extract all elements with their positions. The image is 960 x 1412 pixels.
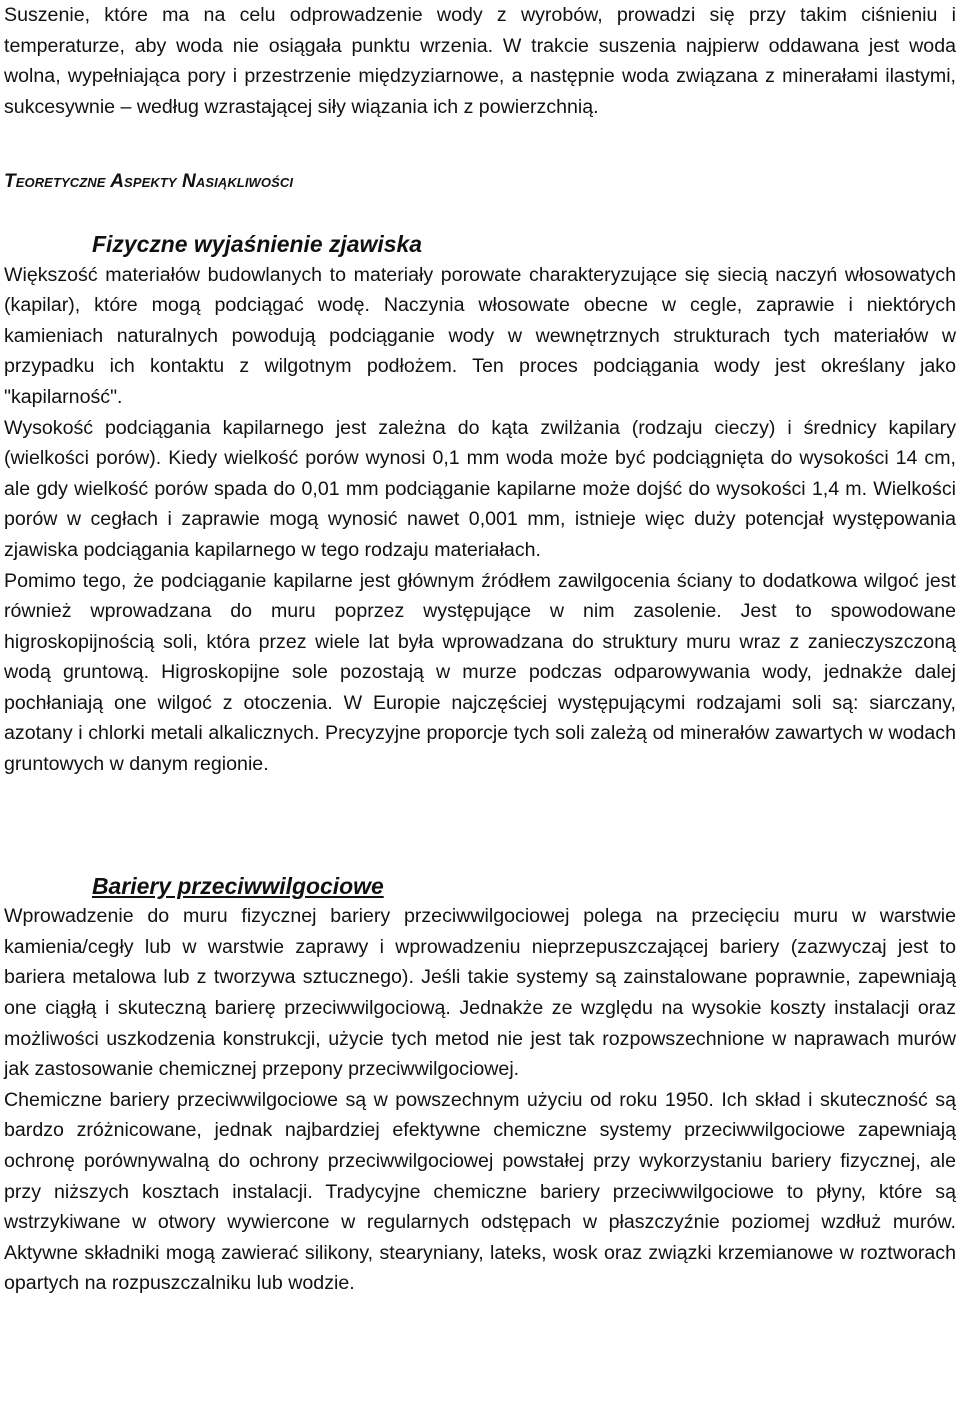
intro-paragraph: Suszenie, które ma na celu odprowadzenie wody z wyrobów, prowadzi się przy takim ciśnieniu i temperaturze, aby woda nie osiągała punktu wrzenia. W trakcie suszenia najpierw oddawana jest woda wolna, wypełniająca pory i przestrzenie międzyziarnowe, a następnie woda związana z minerałami ilastymi, sukcesywnie – według wzrastającej siły wiązania ich z powierzchnią.	[4, 4, 956, 118]
document-page	[4, 0, 956, 1299]
barriers-subtitle: Bariery przeciwwilgociowe	[92, 872, 384, 899]
section-title: Teoretyczne Aspekty Nasiąkliwości	[4, 171, 294, 193]
physics-paragraph-1: Większość materiałów budowlanych to materiały porowate charakteryzujące się siecią naczyń włosowatych (kapilar), które mogą podciągać wodę. Naczynia włosowate obecne w cegle, zaprawie i niektórych kamieniach naturalnych powodują podciąganie wody w wewnętrznych strukturach tych materiałów w przypadku ich kontaktu z wilgotnym podłożem. Ten proces podciągania wody jest określany jako "kapilarność".	[4, 263, 956, 408]
physics-subtitle: Fizyczne wyjaśnienie zjawiska	[92, 230, 422, 257]
barriers-paragraph-2: Chemiczne bariery przeciwwilgociowe są w powszechnym użyciu od roku 1950. Ich skład i skuteczność są bardzo zróżnicowane, jednak najbardziej efektywne chemiczne systemy przeciwwilgociowe zapewniają ochronę porównywalną do ochrony przeciwwilgociowej powstałej przy wykorzystaniu bariery fizycznej, ale przy niższych kosztach instalacji. Tradycyjne chemiczne bariery przeciwwilgociowe to płyny, które są wstrzykiwane w otwory wywiercone w regularnych odstępach w płaszczyźnie poziomej wzdłuż murów. Aktywne składniki mogą zawierać silikony, stearyniany, lateks, wosk oraz związki krzemianowe w roztworach opartych na rozpuszczalniku lub wodzie.	[4, 1088, 956, 1295]
physics-paragraph-2: Wysokość podciągania kapilarnego jest zależna do kąta zwilżania (rodzaju cieczy) i średnicy kapilary (wielkości porów). Kiedy wielkość porów wynosi 0,1 mm woda może być podciągnięta do wysokości 14 cm, ale gdy wielkość porów spada do 0,01 mm podciąganie kapilarne może dojść do wysokości 1,4 m. Wielkości porów w cegłach i zaprawie mogą wynosić nawet 0,001 mm, istnieje więc duży potencjał występowania zjawiska podciągania kapilarnego w tego rodzaju materiałach.	[4, 416, 956, 561]
barriers-paragraph-1: Wprowadzenie do muru fizycznej bariery przeciwwilgociowej polega na przecięciu muru w warstwie kamienia/cegły lub w warstwie zaprawy i wprowadzeniu nieprzepuszczającej bariery (zazwyczaj jest to bariera metalowa lub z tworzywa sztucznego). Jeśli takie systemy są zainstalowane poprawnie, zapewniają one ciągłą i skuteczną barierę przeciwwilgociową. Jednakże ze względu na wysokie koszty instalacji oraz możliwości uszkodzenia konstrukcji, użycie tych metod nie jest tak rozpowszechnione w naprawach murów jak zastosowanie chemicznej przepony przeciwwilgociowej.	[4, 905, 956, 1081]
physics-paragraph-3: Pomimo tego, że podciąganie kapilarne jest głównym źródłem zawilgocenia ściany to dodatkowa wilgoć jest również wprowadzana do muru poprzez występujące w nim zasolenie. Jest to spowodowane higroskopijnością soli, która przez wiele lat była wprowadzana do struktury muru wraz z zanieczyszczoną wodą gruntową. Higroskopijne sole pozostają w murze podczas odparowywania wody, jednakże dalej pochłaniają one wilgoć z otoczenia. W Europie najczęściej występującymi rodzajami soli są: siarczany, azotany i chlorki metali alkalicznych. Precyzyjne proporcje tych soli zależą od minerałów zawartych w wodach gruntowych w danym regionie.	[4, 569, 956, 776]
